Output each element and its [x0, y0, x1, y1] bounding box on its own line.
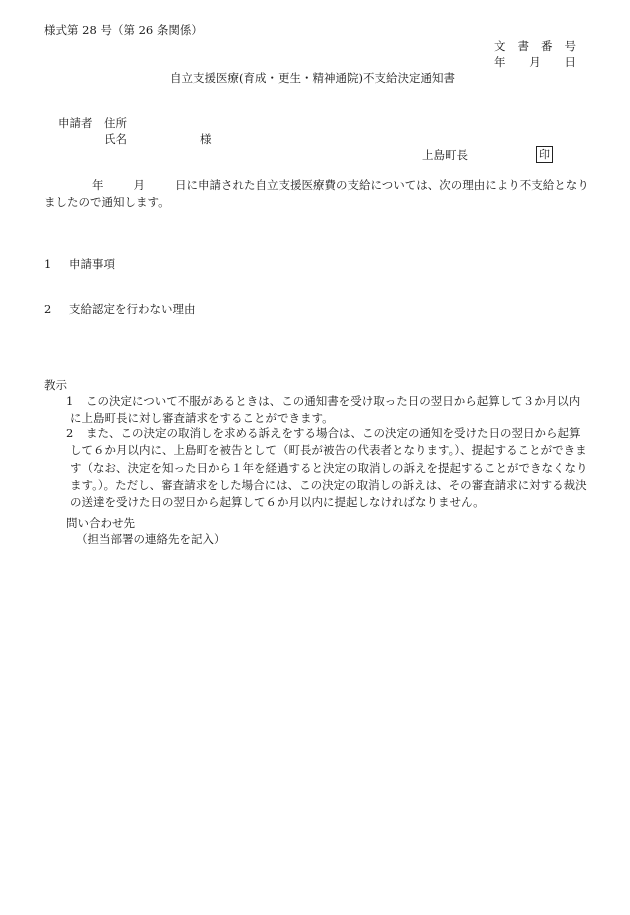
address-label: 住所	[104, 116, 127, 130]
issuer-name: 上島町長	[422, 148, 468, 162]
form-number: 様式第 28 号（第 26 条関係）	[44, 23, 203, 37]
intro-paragraph	[44, 177, 590, 212]
notice-item-1: この決定について不服があるときは、この通知書を受け取った日の翌日から起算して３か月以内に上島町長に対し審査請求をすることができます。	[70, 394, 581, 426]
section-1	[44, 256, 115, 273]
contact-label: 問い合わせ先	[66, 516, 135, 530]
document-number-label: 文 書 番 号	[494, 39, 576, 53]
intro-year: 年	[92, 178, 104, 192]
date-label: 年 月 日	[494, 55, 576, 69]
seal-mark	[536, 146, 553, 163]
section-label: 申請事項	[68, 257, 115, 271]
notice-item-number: 1	[66, 394, 74, 408]
applicant-label: 申請者	[58, 116, 93, 130]
notice-heading: 教示	[44, 378, 67, 392]
honorific: 様	[200, 132, 212, 146]
section-number: 1	[44, 257, 52, 271]
notice-item-number: 2	[66, 426, 74, 440]
contact-note: （担当部署の連絡先を記入）	[76, 532, 226, 546]
intro-month: 月	[133, 178, 145, 192]
section-label: 支給認定を行わない理由	[68, 302, 196, 316]
document-title: 自立支援医療(育成・更生・精神通院)不支給決定通知書	[170, 71, 455, 85]
seal-icon: 印	[536, 146, 553, 163]
notice-item-2: また、この決定の取消しを求める訴えをする場合は、この決定の通知を受けた日の翌日から起算して６か月以内に、上島町を被告として（町長が被告の代表者となります。）、提起することができます（なお、決定を知った日から１年を経過すると決定の取消しの訴えを提起することができなくなります。）。ただし、審査請求をした場合には、この決定の取消しの訴えは、その審査請求に対する裁決の送達を受けた日の翌日から起算して６か月以内に提起しなければなりません。	[70, 426, 588, 509]
name-label: 氏名	[104, 132, 127, 146]
section-2	[44, 301, 195, 318]
section-number: 2	[44, 302, 52, 316]
intro-body: 日に申請された自立支援医療費の支給については、次の理由により不支給となりましたので通知します。	[44, 178, 589, 210]
